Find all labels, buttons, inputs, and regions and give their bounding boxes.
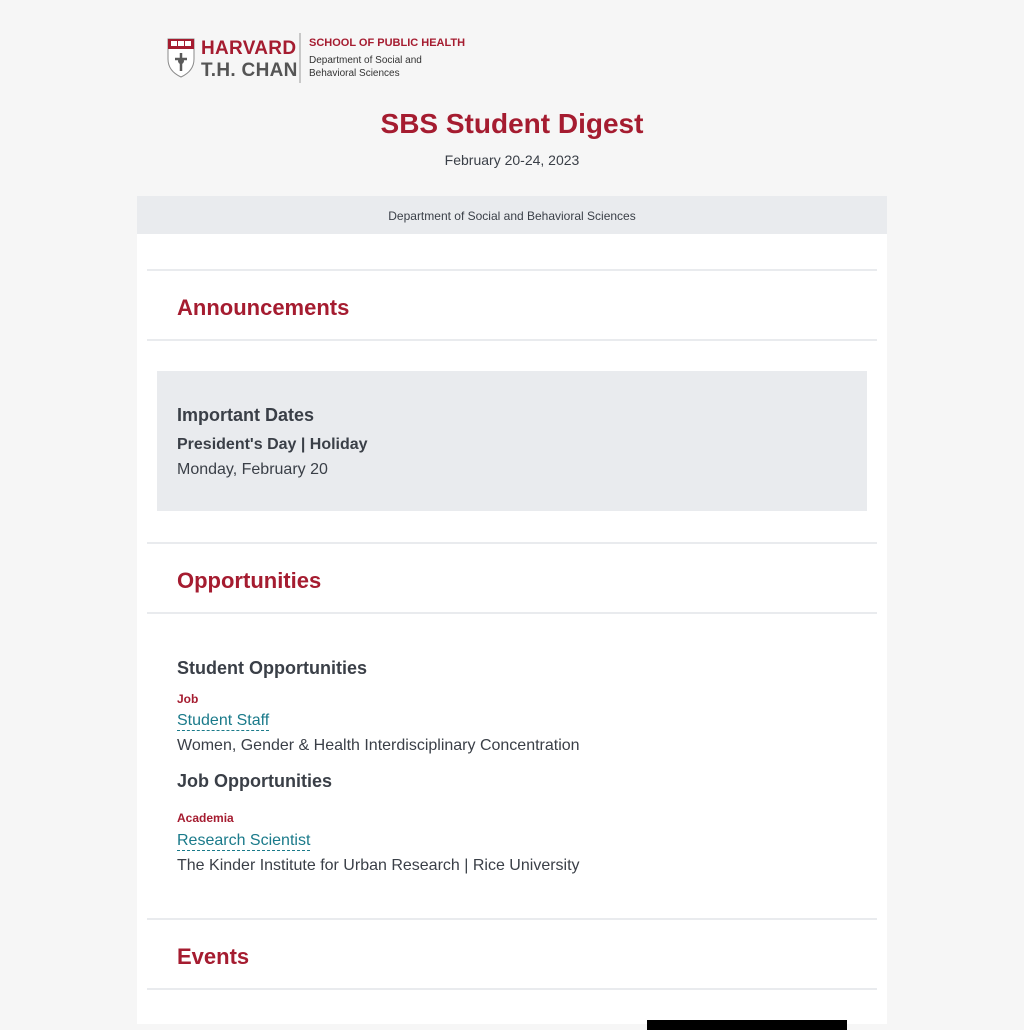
- digest-date: February 20-24, 2023: [444, 152, 580, 168]
- divider: [147, 988, 877, 990]
- divider: [147, 339, 877, 341]
- important-dates-box: [157, 371, 867, 511]
- divider: [147, 612, 877, 614]
- job-opportunities-heading: Job Opportunities: [177, 771, 332, 791]
- research-scientist-link[interactable]: Research Scientist: [177, 832, 311, 849]
- important-dates-title: Important Dates: [177, 405, 315, 425]
- opportunities-heading: Opportunities: [177, 568, 322, 593]
- hsph-logo[interactable]: [166, 31, 466, 85]
- logo-th-chan: T.H. CHAN: [201, 60, 298, 81]
- events-heading: Events: [177, 944, 250, 969]
- student-opportunities-heading: Student Opportunities: [177, 658, 367, 678]
- divider: [147, 542, 877, 544]
- logo-dept-line2: Behavioral Sciences: [309, 68, 400, 79]
- opportunity-tag: Academia: [177, 811, 234, 825]
- digest-title: SBS Student Digest: [380, 108, 644, 139]
- divider: [147, 269, 877, 271]
- divider: [147, 918, 877, 920]
- digest-content: [137, 234, 887, 1024]
- announcements-heading: Announcements: [177, 295, 350, 320]
- holiday-name: President's Day | Holiday: [177, 436, 368, 453]
- opportunity-tag: Job: [177, 692, 199, 706]
- opportunity-org: The Kinder Institute for Urban Research | Rice University: [177, 857, 580, 874]
- student-staff-link[interactable]: Student Staff: [177, 712, 270, 729]
- event-image[interactable]: [647, 1020, 847, 1030]
- logo-harvard: HARVARD: [201, 38, 297, 59]
- holiday-date: Monday, February 20: [177, 461, 328, 478]
- opportunity-org: Women, Gender & Health Interdisciplinary Concentration: [177, 737, 580, 754]
- logo-school: SCHOOL OF PUBLIC HEALTH: [309, 37, 466, 49]
- logo-dept-line1: Department of Social and: [309, 55, 422, 66]
- department-bar: Department of Social and Behavioral Sciences: [137, 196, 887, 234]
